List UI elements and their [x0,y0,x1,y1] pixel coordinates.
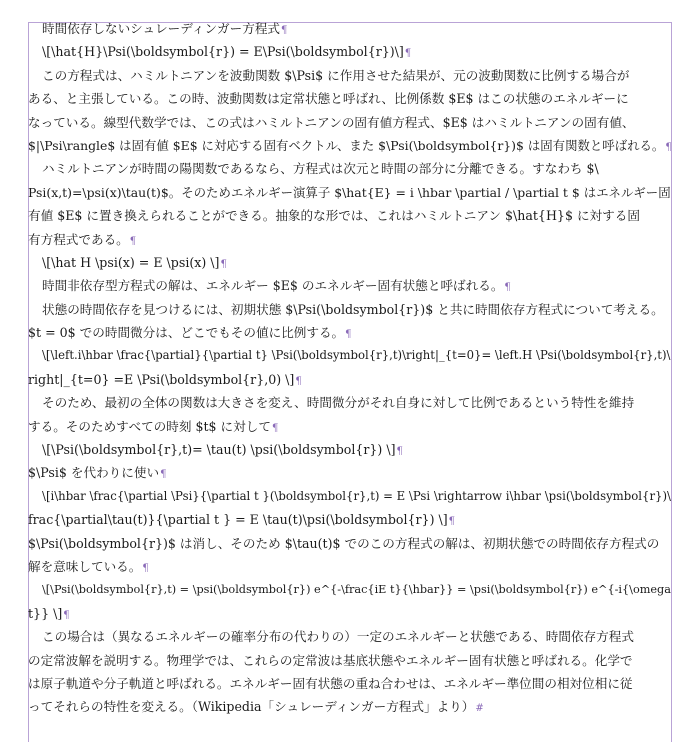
text-line[interactable] [28,438,671,461]
text-line-content: right|_{t=0} =E \Psi(\boldsymbol{r},0) \] [28,371,295,387]
text-line-content: Psi(x,t)=\psi(x)\tau(t)$。そのためエネルギー演算子 $\hat{E} = i \hbar \partial / \partial t $ はエネルギー固 [28,184,671,200]
paragraph-mark-icon: ¶ [404,48,412,60]
text-line-content: \[\Psi(\boldsymbol{r},t)= \tau(t) \psi(\boldsymbol{r}) \] [42,442,396,458]
text-line[interactable] [28,555,671,578]
text-line[interactable] [28,157,671,180]
text-line-content: \[\hat{H}\Psi(\boldsymbol{r}) = E\Psi(\boldsymbol{r})\] [42,44,404,60]
text-line-content: 状態の時間依存を見つけるには、初期状態 $\Psi(\boldsymbol{r})$ と共に時間依存方程式について考える。 [42,301,664,317]
text-line-content: \[\left.i\hbar \frac{\partial}{\partial t} \Psi(\boldsymbol{r},t)\right|_{t=0}= \left.H \Psi(\boldsymbol{r},t)\ [42,348,671,363]
text-line[interactable] [28,649,671,672]
text-line[interactable] [28,251,671,274]
text-line-content: この方程式は、ハミルトニアンを波動関数 $\Psi$ に作用させた結果が、元の波動関数に比例する場合が [42,67,630,83]
text-line-content: $\Psi$ を代わりに使い [28,465,160,481]
text-line[interactable] [28,111,671,134]
text-line[interactable] [28,344,671,367]
text-line[interactable] [28,672,671,695]
text-line-content: ってそれらの特性を変える。（Wikipedia「シュレーディンガー方程式」より） [28,699,475,715]
text-line[interactable] [28,695,671,718]
text-line[interactable] [28,228,671,251]
paragraph-mark-icon: ¶ [281,25,288,36]
paragraph-mark-icon: ¶ [63,609,70,621]
paragraph-mark-icon: ¶ [665,141,672,153]
end-of-document-mark-icon: # [475,703,484,715]
text-line-content: の定常波解を説明する。物理学では、これらの定常波は基底状態やエネルギー固有状態と呼ばれる。化学で [28,652,633,668]
text-line[interactable] [28,321,671,344]
text-line-content: この場合は（異なるエネルギーの確率分布の代わりの）一定のエネルギーと状態である、時間依存方程式 [42,629,634,645]
paragraph-mark-icon: ¶ [220,258,227,270]
text-line[interactable] [28,461,671,484]
text-line[interactable] [28,274,671,297]
text-line-content: \[\hat H \psi(x) = E \psi(x) \] [42,254,220,270]
paragraph-mark-icon: ¶ [271,422,279,434]
text-line[interactable] [28,134,671,157]
text-line-content: ハミルトニアンが時間の陽関数であるなら、方程式は次元と時間の部分に分離できる。すなわち $\ [42,161,599,177]
text-line[interactable] [28,64,671,87]
text-line-content: $t = 0$ での時間微分は、どこでもその値に比例する。 [28,325,345,341]
text-line[interactable] [28,578,671,601]
text-line[interactable] [28,602,671,625]
paragraph-mark-icon: ¶ [448,516,456,528]
text-line-content: t}} \] [28,605,63,621]
text-line-content: そのため、最初の全体の関数は大きさを変え、時間微分がそれ自身に対して比例であるという特性を維持 [42,395,635,411]
text-line-content: ある、と主張している。この時、波動関数は定常状態と呼ばれ、比例係数 $E$ はこの状態のエネルギーに [28,91,629,107]
paragraph-mark-icon: ¶ [396,446,403,458]
text-line-content: なっている。線型代数学では、この式はハミルトニアンの固有値方程式、$E$ はハミルトニアンの固有値、 [28,114,635,130]
text-line[interactable] [28,87,671,110]
text-line[interactable] [28,17,671,40]
paragraph-mark-icon: ¶ [142,562,149,574]
text-line-content: 有値 $E$ に置き換えられることができる。抽象的な形では、これはハミルトニアン $\hat{H}$ に対する固 [28,208,640,224]
paragraph-mark-icon: ¶ [345,329,352,341]
paragraph-mark-icon: ¶ [295,375,302,387]
text-line-content: は原子軌道や分子軌道と呼ばれる。エネルギー固有状態の重ね合わせは、エネルギー準位間の相対位相に従 [28,675,633,691]
text-line-content: 時間依存しないシュレーディンガー方程式 [42,21,281,36]
paragraph-mark-icon: ¶ [160,469,167,481]
text-line[interactable] [28,415,671,438]
page-margin-right-guide [671,22,672,742]
text-line[interactable] [28,625,671,648]
text-line-content: 有方程式である。 [28,231,129,247]
text-line[interactable] [28,181,671,204]
text-line-content: する。そのためすべての時刻 $t$ に対して [28,418,271,434]
text-line[interactable] [28,391,671,414]
text-line-content: 解を意味している。 [28,558,142,574]
paragraph-mark-icon: ¶ [129,235,137,247]
text-line-content: $|\Psi\rangle$ は固有値 $E$ に対応する固有ベクトル、また $\Psi(\boldsymbol{r})$ は固有関数と呼ばれる。 [28,137,665,153]
document-body[interactable] [28,17,671,719]
text-line[interactable] [28,298,671,321]
text-line-content: $\Psi(\boldsymbol{r})$ は消し、そのため $\tau(t)$ でのこの方程式の解は、初期状態での時間依存方程式の [28,535,660,551]
text-line[interactable] [28,204,671,227]
text-line-content: frac{\partial\tau(t)}{\partial t } = E \tau(t)\psi(\boldsymbol{r}) \] [28,512,448,528]
text-line[interactable] [28,532,671,555]
text-line-content: 時間非依存型方程式の解は、エネルギー $E$ のエネルギー固有状態と呼ばれる。 [42,278,504,294]
text-line[interactable] [28,508,671,531]
text-line[interactable] [28,368,671,391]
text-line[interactable] [28,40,671,63]
text-line-content: \[i\hbar \frac{\partial \Psi}{\partial t }(\boldsymbol{r},t) = E \Psi \rightarrow i\hbar \psi(\boldsymbol{r})\ [42,488,671,503]
text-line[interactable] [28,485,671,508]
paragraph-mark-icon: ¶ [504,282,511,294]
text-line-content: \[\Psi(\boldsymbol{r},t) = \psi(\boldsymbol{r}) e^{-\frac{iE t}{\hbar}} = \psi(\boldsymbol{r}) e^{-i{\omega [42,583,671,597]
